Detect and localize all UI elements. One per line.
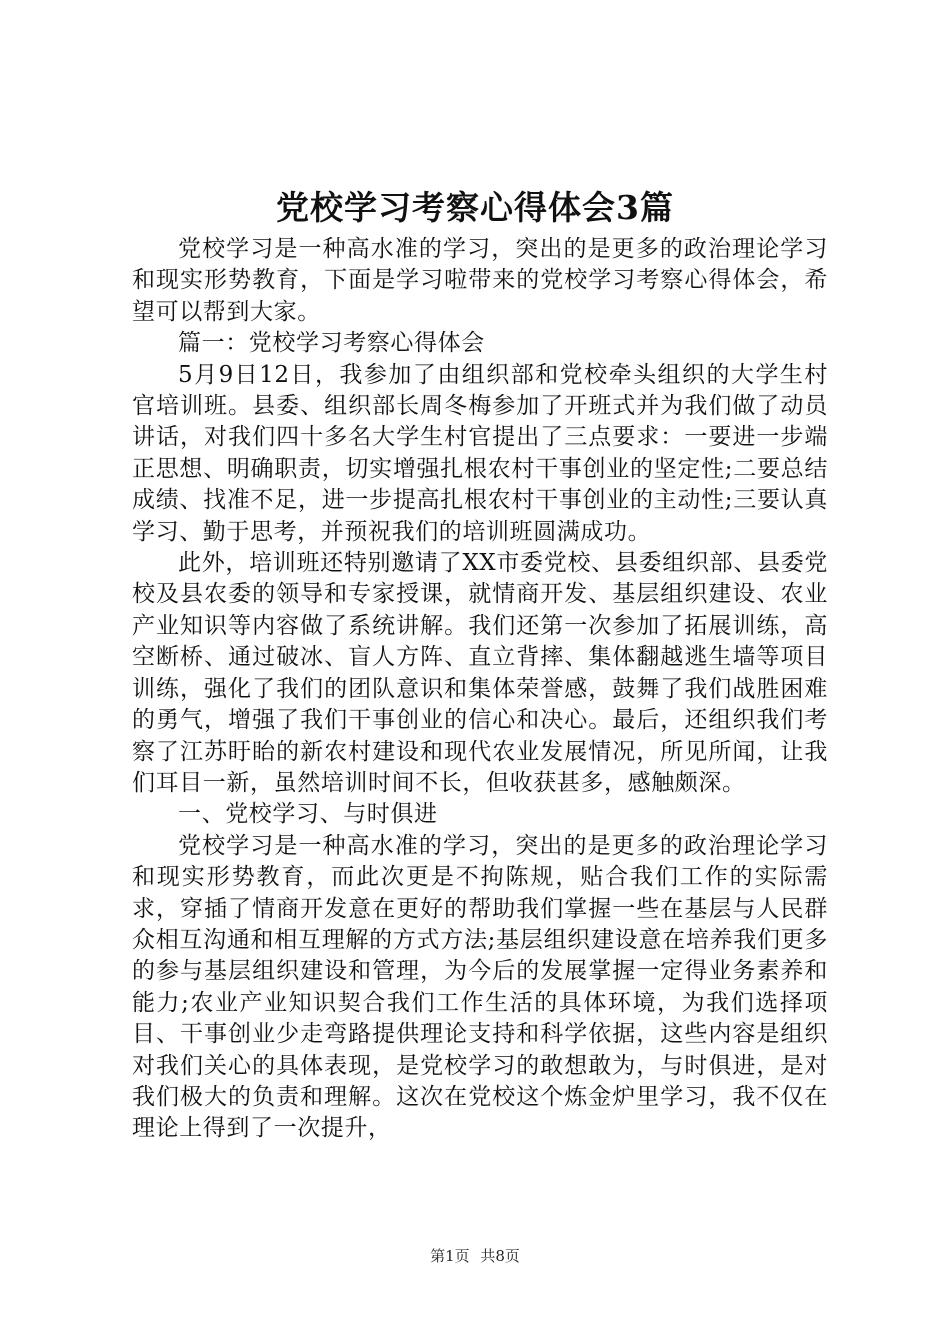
section-heading-one: 一、党校学习、与时俱进 [178,801,438,828]
page-footer [0,1246,950,1266]
page-number-current: 第1页 [430,1247,470,1265]
paragraph-intro: 党校学习是一种高水准的学习，突出的是更多的政治理论学习和现实形势教育，下面是学习啦带来的党校学习考察心得体会，希望可以帮到大家。 [132,236,828,325]
paragraph-study: 党校学习是一种高水准的学习，突出的是更多的政治理论学习和现实形势教育，而此次更是不拘陈规，贴合我们工作的实际需求，穿插了情商开发意在更好的帮助我们掌握一些在基层与人民群众相互沟通和相互理解的方式方法;基层组织建设意在培养我们更多的参与基层组织建设和管理，为今后的发展掌握一定得业务素养和能力;农业产业知识契合我们工作生活的具体环境，为我们选择项目、干事创业少走弯路提供理论支持和科学依据，这些内容是组织对我们关心的具体表现，是党校学习的敢想敢为，与时俱进，是对我们极大的负责和理解。这次在党校这个炼金炉里学习，我不仅在理论上得到了一次提升， [132,832,828,1142]
page-number-total: 共8页 [480,1247,520,1265]
section-heading-part-one: 篇一：党校学习考察心得体会 [178,330,485,357]
document-body [132,234,828,1145]
paragraph-courses: 此外，培训班还特别邀请了XX市委党校、县委组织部、县委党校及县农委的领导和专家授课，就情商开发、基层组织建设、农业产业知识等内容做了系统讲解。我们还第一次参加了拓展训练，高空断桥、通过破冰、盲人方阵、直立背摔、集体翻越逃生墙等项目训练，强化了我们的团队意识和集体荣誉感，鼓舞了我们战胜困难的勇气，增强了我们干事创业的信心和决心。最后，还组织我们考察了江苏盱眙的新农村建设和现代农业发展情况，所见所闻，让我们耳目一新，虽然培训时间不长，但收获甚多，感触颇深。 [132,550,828,796]
paragraph-training: 5月9日12日，我参加了由组织部和党校牵头组织的大学生村官培训班。县委、组织部长周冬梅参加了开班式并为我们做了动员讲话，对我们四十多名大学生村官提出了三点要求：一要进一步端正思想、明确职责，切实增强扎根农村干事创业的坚定性;二要总结成绩、找准不足，进一步提高扎根农村干事创业的主动性;三要认真学习、勤于思考，并预祝我们的培训班圆满成功。 [132,361,828,545]
document-title: 党校学习考察心得体会3篇 [276,188,674,227]
